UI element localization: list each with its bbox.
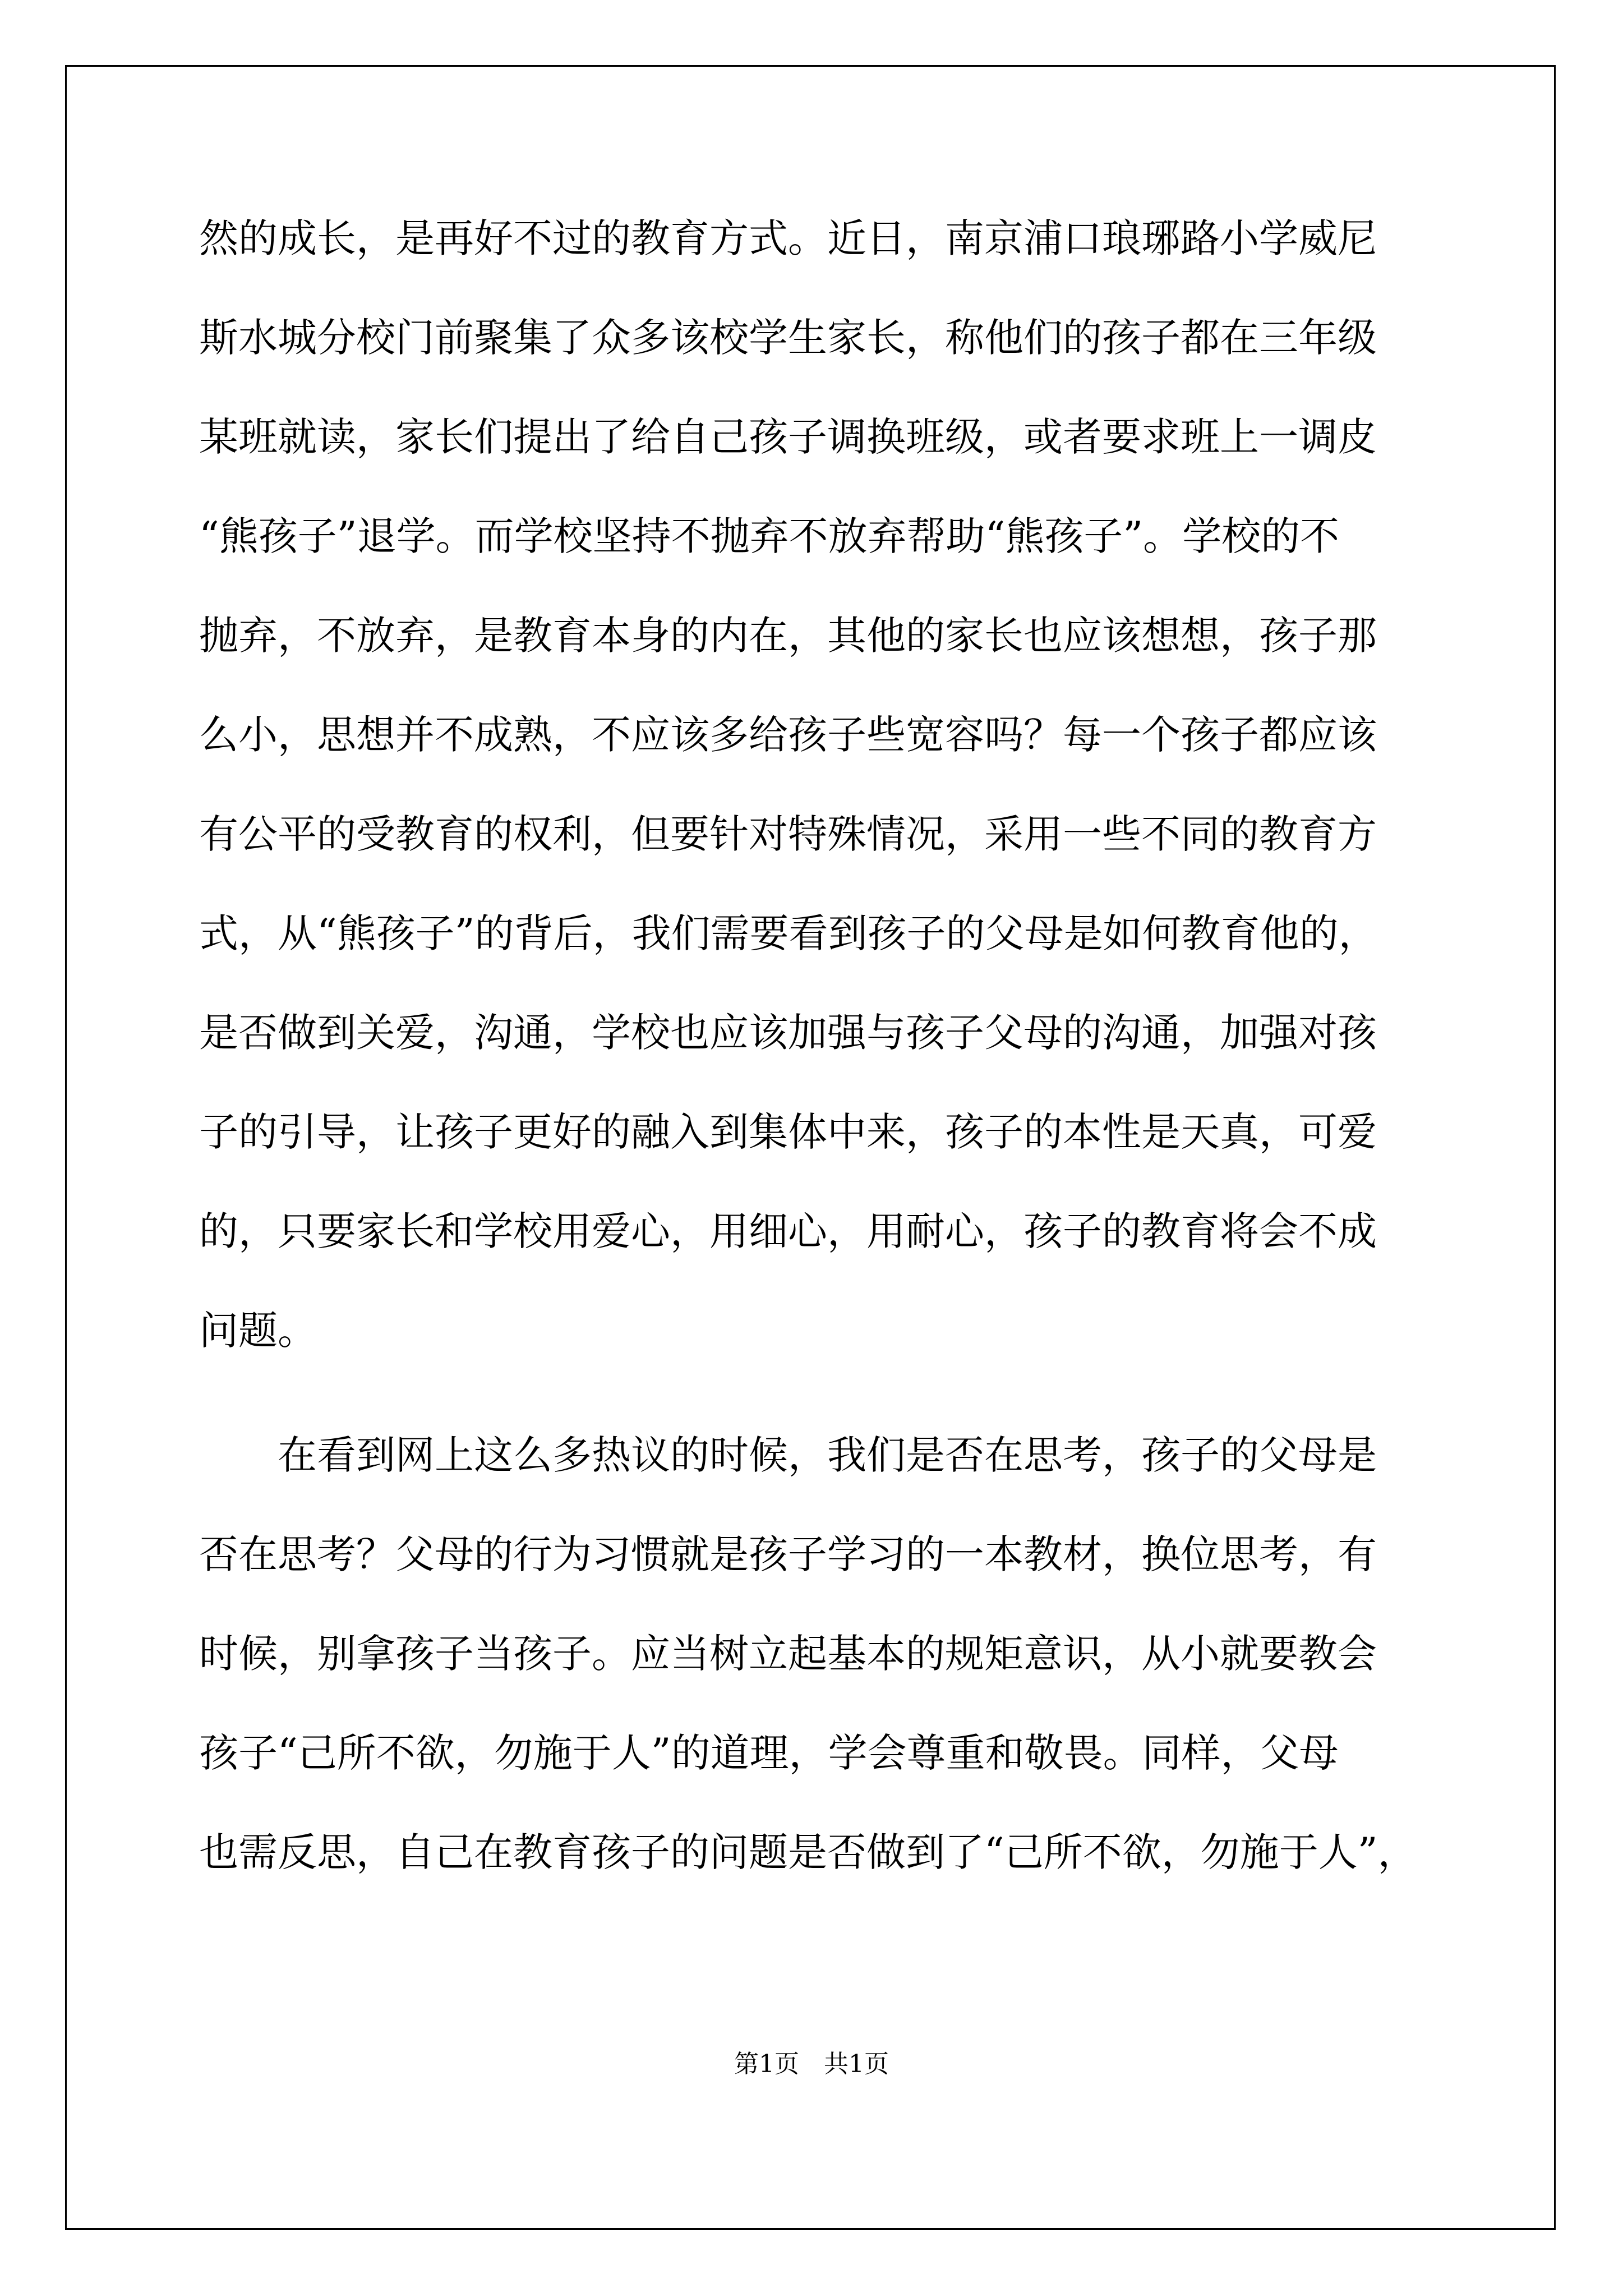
- text-line-1: 然的成长，是再好不过的教育方式。近日，南京浦口琅琊路小学威尼: [199, 215, 1377, 261]
- page-footer: 第1页 共1页: [734, 2050, 889, 2078]
- text-line-14: 否在思考？父母的行为习惯就是孩子学习的一本教材，换位思考，有: [199, 1531, 1377, 1577]
- text-line-7: 有公平的受教育的权利，但要针对特殊情况，采用一些不同的教育方: [199, 811, 1377, 857]
- text-line-11: 的，只要家长和学校用爱心，用细心，用耐心，孩子的教育将会不成: [199, 1208, 1377, 1254]
- text-line-6: 么小，思想并不成熟，不应该多给孩子些宽容吗？每一个孩子都应该: [199, 712, 1377, 758]
- text-line-2: 斯水城分校门前聚集了众多该校学生家长，称他们的孩子都在三年级: [199, 315, 1377, 361]
- text-line-8: 式，从“熊孩子”的背后，我们需要看到孩子的父母是如何教育他的，: [199, 910, 1378, 956]
- text-line-4: “熊孩子”退学。而学校坚持不抛弃不放弃帮助“熊孩子”。学校的不: [199, 513, 1340, 559]
- text-line-5: 抛弃，不放弃，是教育本身的内在，其他的家长也应该想想，孩子那: [199, 613, 1377, 659]
- text-line-17: 也需反思，自己在教育孩子的问题是否做到了“己所不欲，勿施于人”，: [199, 1829, 1417, 1875]
- text-line-15: 时候，别拿孩子当孩子。应当树立起基本的规矩意识，从小就要教会: [199, 1631, 1377, 1677]
- text-line-12: 问题。: [199, 1308, 317, 1354]
- text-line-10: 子的引导，让孩子更好的融入到集体中来，孩子的本性是天真，可爱: [199, 1109, 1377, 1155]
- text-line-13: 在看到网上这么多热议的时候，我们是否在思考，孩子的父母是: [199, 1432, 1377, 1478]
- text-line-16: 孩子“己所不欲，勿施于人”的道理，学会尊重和敬畏。同样，父母: [199, 1730, 1339, 1776]
- text-line-9: 是否做到关爱，沟通，学校也应该加强与孩子父母的沟通，加强对孩: [199, 1010, 1377, 1056]
- text-line-3: 某班就读，家长们提出了给自己孩子调换班级，或者要求班上一调皮: [199, 414, 1377, 460]
